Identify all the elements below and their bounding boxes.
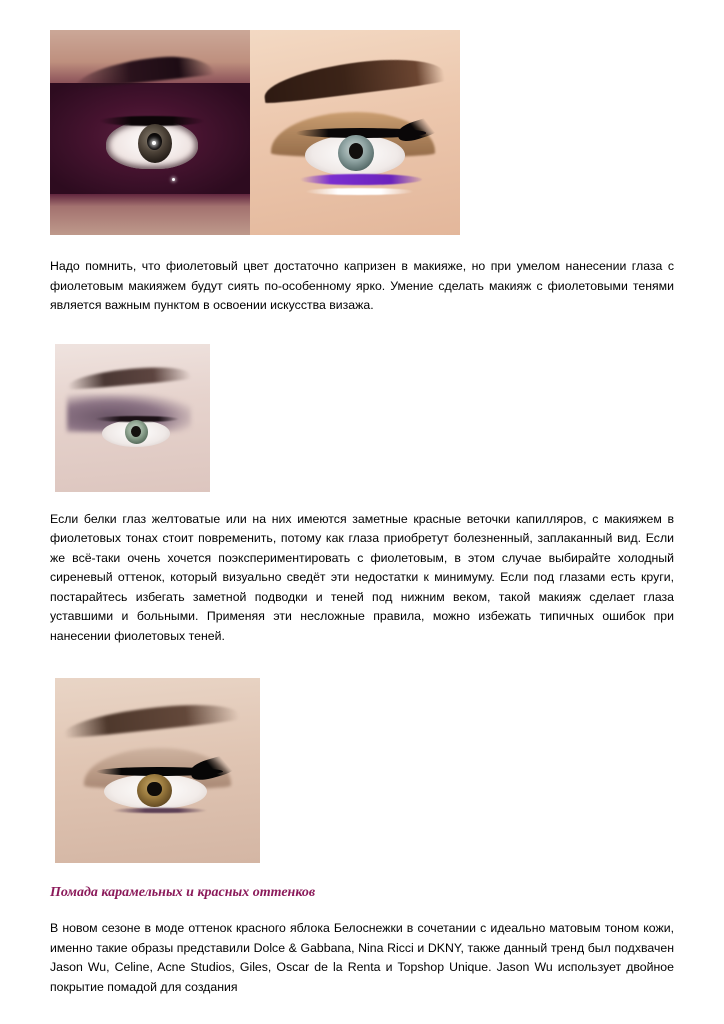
figure-eye-makeup-gold-violet-liner [250, 30, 460, 235]
pupil [147, 782, 161, 797]
section-heading: Помада карамельных и красных оттенков [50, 885, 316, 900]
eyebrow [261, 52, 444, 105]
figure-eye-makeup-nude-black-liner [55, 678, 260, 863]
eye-illustration [55, 678, 260, 863]
figure-eye-makeup-plum-smoky [50, 30, 250, 235]
figure-row-top [50, 30, 674, 235]
cheek-area [50, 194, 250, 235]
eye-illustration [55, 344, 210, 492]
eyebrow [63, 698, 241, 738]
lower-violet-liner [300, 174, 422, 185]
lower-liner [112, 808, 206, 814]
highlight-sparkle [152, 141, 156, 145]
highlight-sparkle-secondary [172, 178, 175, 181]
paragraph-1: Надо помнить, что фиолетовый цвет достаточно капризен в макияже, но при умелом нанесении глаза с фиолетовым макияжем будут сиять по-особенному ярко. Умение сделать макияж с фиолетовыми тенями является важным пунктом в освоении искусства визажа. [50, 259, 674, 312]
paragraph-3: В новом сезоне в моде оттенок красного яблока Белоснежки в сочетании с идеально матовым тоном кожи, именно такие образы представили Dolce & Gabbana, Nina Ricci и DKNY, также данный тренд был подхвачен Jason Wu, Celine, Acne Studios, Giles, Oscar de la Renta и Topshop Unique. Jason Wu использует двойное покрытие помадой для создания [50, 921, 674, 994]
eye-illustration [50, 30, 250, 235]
figure-eye-makeup-soft-mauve [55, 344, 210, 492]
paragraph-2: Если белки глаз желтоватые или на них имеются заметные красные веточки капилляров, с макияжем в фиолетовых тонах стоит повременить, потому как глаза приобретут болезненный, заплаканный вид. Если же всё-таки очень хочется поэкспериментировать с фиолетовым, в этом случае выбирайте холодный сиреневый оттенок, который визуально сведёт эти недостатки к минимуму. Если под глазами есть круги, постарайтесь избегать заметной подводки и теней под нижним веком, такой макияж сделает глаза уставшими и больными. Применяя эти несложные правила, можно избежать типичных ошибок при нанесении фиолетовых теней. [50, 511, 674, 643]
lower-white-liner [305, 188, 414, 195]
eyebrow [67, 363, 192, 390]
eye-illustration [250, 30, 460, 235]
